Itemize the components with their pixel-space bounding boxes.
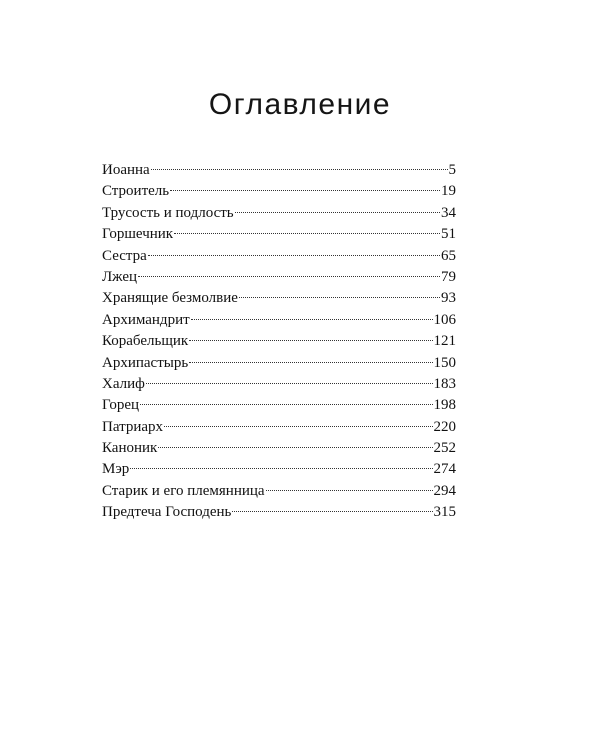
toc-entry: [102, 267, 456, 288]
toc-entry-title: Старик и его племянница: [102, 482, 265, 499]
toc-leader-dots: [130, 468, 432, 469]
toc-leader-dots: [189, 362, 432, 363]
toc-entry-title: Хранящие безмолвие: [102, 290, 238, 307]
toc-entry-title: Строитель: [102, 183, 170, 200]
toc-entry-page: 93: [441, 290, 456, 307]
toc-entry: [102, 481, 456, 502]
toc-entry-page: 51: [441, 226, 456, 243]
toc-entry: [102, 459, 456, 480]
toc-entry: [102, 288, 456, 309]
toc-entry-title: Предтеча Господень: [102, 504, 232, 521]
toc-entry-title: Каноник: [102, 440, 158, 457]
toc-entry-page: 294: [433, 482, 456, 499]
toc-entry: [102, 203, 456, 224]
toc-leader-dots: [266, 490, 433, 491]
toc-leader-dots: [146, 383, 433, 384]
toc-entry-title: Корабельщик: [102, 333, 189, 350]
toc-entry-page: 274: [433, 461, 456, 478]
toc-entry-page: 183: [433, 375, 456, 392]
toc-entry: [102, 395, 456, 416]
toc-entry-title: Горец: [102, 397, 140, 414]
toc-entry-page: 220: [433, 418, 456, 435]
toc-entry-page: 198: [433, 397, 456, 414]
toc-leader-dots: [158, 447, 432, 448]
toc-leader-dots: [148, 255, 440, 256]
toc-entry-title: Горшечник: [102, 226, 174, 243]
toc-leader-dots: [174, 233, 440, 234]
toc-leader-dots: [164, 426, 432, 427]
toc-entry: [102, 502, 456, 523]
toc-entry-page: 19: [441, 183, 456, 200]
toc-leader-dots: [232, 511, 432, 512]
toc-entry: [102, 417, 456, 438]
toc-entry: [102, 246, 456, 267]
toc-entry-page: 79: [441, 268, 456, 285]
toc-entry: [102, 224, 456, 245]
toc-leader-dots: [140, 404, 432, 405]
toc-leader-dots: [239, 297, 440, 298]
toc-entry-title: Халиф: [102, 375, 145, 392]
toc-entry-page: 106: [433, 311, 456, 328]
toc-leader-dots: [170, 190, 440, 191]
toc-entry-page: 150: [433, 354, 456, 371]
toc-entry-page: 5: [448, 162, 456, 178]
toc-entry-page: 65: [441, 247, 456, 264]
toc-entry-title: Трусость и подлость: [102, 204, 234, 221]
toc-entry-page: 121: [433, 333, 456, 350]
toc-entry: [102, 353, 456, 374]
toc-leader-dots: [151, 169, 448, 170]
toc-entry-page: 315: [433, 504, 456, 521]
toc-entry-page: 252: [433, 440, 456, 457]
toc-entry-title: Архипастырь: [102, 354, 189, 371]
toc-entry: [102, 438, 456, 459]
toc-leader-dots: [189, 340, 432, 341]
toc-entry-title: Мэр: [102, 461, 130, 478]
toc-entry: [102, 310, 456, 331]
table-of-contents: [102, 160, 456, 524]
toc-entry: [102, 181, 456, 202]
toc-entry-title: Патриарх: [102, 418, 164, 435]
toc-entry: [102, 331, 456, 352]
toc-entry: [102, 160, 456, 181]
toc-entry: [102, 374, 456, 395]
page-title: Оглавление: [208, 88, 392, 121]
toc-leader-dots: [138, 276, 440, 277]
toc-entry-page: 34: [441, 204, 456, 221]
toc-entry-title: Сестра: [102, 247, 147, 264]
toc-entry-title: Иоанна: [102, 162, 150, 178]
toc-entry-title: Архимандрит: [102, 311, 190, 328]
toc-leader-dots: [235, 212, 440, 213]
toc-entry-title: Лжец: [102, 268, 138, 285]
toc-leader-dots: [191, 319, 433, 320]
